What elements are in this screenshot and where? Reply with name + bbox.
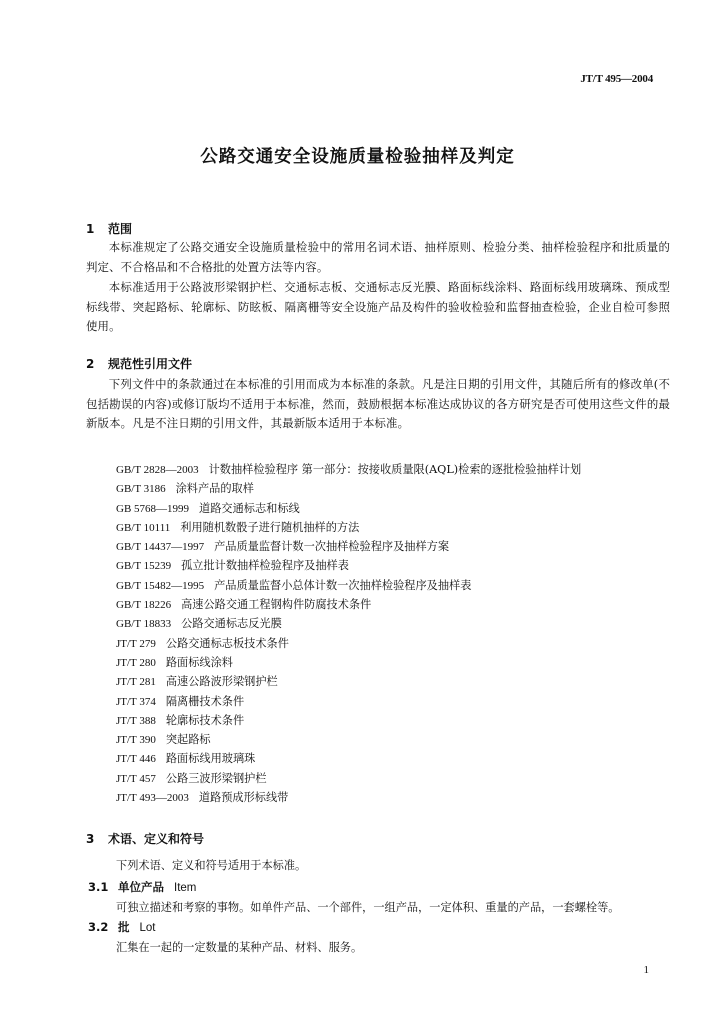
term-definition: 汇集在一起的一定数量的某种产品、材料、服务。 xyxy=(116,941,363,954)
term-name-en: Item xyxy=(174,882,197,894)
reference-code: JT/T 281 xyxy=(116,676,156,689)
section-number: 2 xyxy=(86,357,95,371)
reference-item xyxy=(116,595,581,614)
section-heading-refs xyxy=(86,355,192,372)
paragraph: 本标准规定了公路交通安全设施质量检验中的常用名词术语、抽样原则、检验分类、抽样检验程序和批质量的判定、不合格品和不合格批的处置方法等内容。 xyxy=(86,240,670,274)
document-title: 公路交通安全设施质量检验抽样及判定 xyxy=(200,147,515,167)
reference-code: GB/T 15239 xyxy=(116,560,172,573)
reference-item xyxy=(116,749,581,768)
reference-title: 公路三波形梁钢护栏 xyxy=(165,771,267,785)
reference-item xyxy=(116,711,581,730)
reference-item xyxy=(116,460,581,479)
reference-list xyxy=(116,460,581,807)
reference-code: GB/T 18226 xyxy=(116,599,172,612)
reference-title: 计数抽样检验程序 第一部分：按接收质量限(AQL)检索的逐批检验抽样计划 xyxy=(208,463,582,476)
reference-item xyxy=(116,672,581,691)
reference-item xyxy=(116,788,581,807)
standard-code: JT/T 495—2004 xyxy=(580,73,653,85)
reference-title: 产品质量监督计数一次抽样检验程序及抽样方案 xyxy=(214,540,450,554)
reference-title: 产品质量监督小总体计数一次抽样检验程序及抽样表 xyxy=(214,578,472,592)
reference-title: 隔离栅技术条件 xyxy=(165,694,245,708)
paragraph: 下列文件中的条款通过在本标准的引用而成为本标准的条款。凡是注日期的引用文件，其随后所有的修改单(不包括勘误的内容)或修订版均不适用于本标准，然而，鼓励根据本标准达成协议的各方研究是否可使用这些文件的最新版本。凡是不注日期的引用文件，其最新版本适用于本标准。 xyxy=(86,377,670,430)
section-number: 1 xyxy=(86,222,95,236)
term-name-cn: 批 xyxy=(118,920,130,934)
reference-title: 高速公路交通工程钢构件防腐技术条件 xyxy=(181,598,372,612)
reference-code: GB/T 14437—1997 xyxy=(116,541,205,554)
reference-item xyxy=(116,499,581,518)
reference-code: JT/T 388 xyxy=(116,714,156,727)
reference-code: JT/T 493—2003 xyxy=(116,792,189,805)
reference-code: GB 5768—1999 xyxy=(116,502,190,515)
reference-item xyxy=(116,479,581,498)
reference-item xyxy=(116,692,581,711)
section-title: 范围 xyxy=(108,222,133,236)
reference-item xyxy=(116,518,581,537)
reference-code: JT/T 279 xyxy=(116,637,156,650)
reference-code: JT/T 390 xyxy=(116,734,156,747)
reference-title: 利用随机数骰子进行随机抽样的方法 xyxy=(180,520,360,534)
section-heading-scope xyxy=(86,220,132,237)
term-number: 3.1 xyxy=(88,880,109,894)
reference-title: 道路预成形标线带 xyxy=(198,791,289,805)
reference-item xyxy=(116,556,581,575)
reference-item xyxy=(116,537,581,556)
section-heading-terms xyxy=(86,830,204,847)
reference-code: JT/T 280 xyxy=(116,656,156,669)
terms-intro: 下列术语、定义和符号适用于本标准。 xyxy=(116,859,307,872)
reference-code: GB/T 10111 xyxy=(116,521,171,534)
page-number: 1 xyxy=(643,964,649,976)
reference-title: 孤立批计数抽样检验程序及抽样表 xyxy=(181,559,349,573)
reference-item xyxy=(116,730,581,749)
reference-code: GB/T 18833 xyxy=(116,618,172,631)
reference-code: GB/T 3186 xyxy=(116,483,166,496)
section-title: 术语、定义和符号 xyxy=(108,832,205,846)
reference-title: 轮廓标技术条件 xyxy=(165,713,245,727)
section-title: 规范性引用文件 xyxy=(108,357,193,371)
term-heading xyxy=(88,879,196,895)
reference-code: GB/T 15482—1995 xyxy=(116,579,205,592)
reference-code: JT/T 446 xyxy=(116,753,156,766)
reference-item xyxy=(116,653,581,672)
reference-code: JT/T 374 xyxy=(116,695,156,708)
reference-item xyxy=(116,614,581,633)
paragraph: 本标准适用于公路波形梁钢护栏、交通标志板、交通标志反光膜、路面标线涂料、路面标线用玻璃珠、预成型标线带、突起路标、轮廓标、防眩板、隔离栅等安全设施产品及构件的验收检验和监督抽查检验，企业自检可参照使用。 xyxy=(86,280,670,333)
term-definition: 可独立描述和考察的事物。如单件产品、一个部件，一组产品，一定体积、重量的产品，一套螺栓等。 xyxy=(116,901,620,914)
reference-item xyxy=(116,634,581,653)
term-heading xyxy=(88,919,156,935)
reference-title: 公路交通标志板技术条件 xyxy=(165,636,289,650)
term-name-cn: 单位产品 xyxy=(118,880,164,894)
reference-title: 高速公路波形梁钢护栏 xyxy=(165,675,278,689)
reference-title: 涂料产品的取样 xyxy=(175,482,254,496)
reference-title: 公路交通标志反光膜 xyxy=(181,617,282,631)
term-number: 3.2 xyxy=(88,920,109,934)
reference-title: 路面标线用玻璃珠 xyxy=(165,752,256,766)
reference-code: JT/T 457 xyxy=(116,772,156,785)
reference-item xyxy=(116,769,581,788)
reference-code: GB/T 2828—2003 xyxy=(116,464,199,476)
reference-title: 道路交通标志和标线 xyxy=(199,501,300,515)
section-number: 3 xyxy=(86,832,95,846)
term-name-en: Lot xyxy=(139,922,156,934)
reference-title: 突起路标 xyxy=(165,733,211,747)
reference-item xyxy=(116,576,581,595)
reference-title: 路面标线涂料 xyxy=(165,655,233,669)
